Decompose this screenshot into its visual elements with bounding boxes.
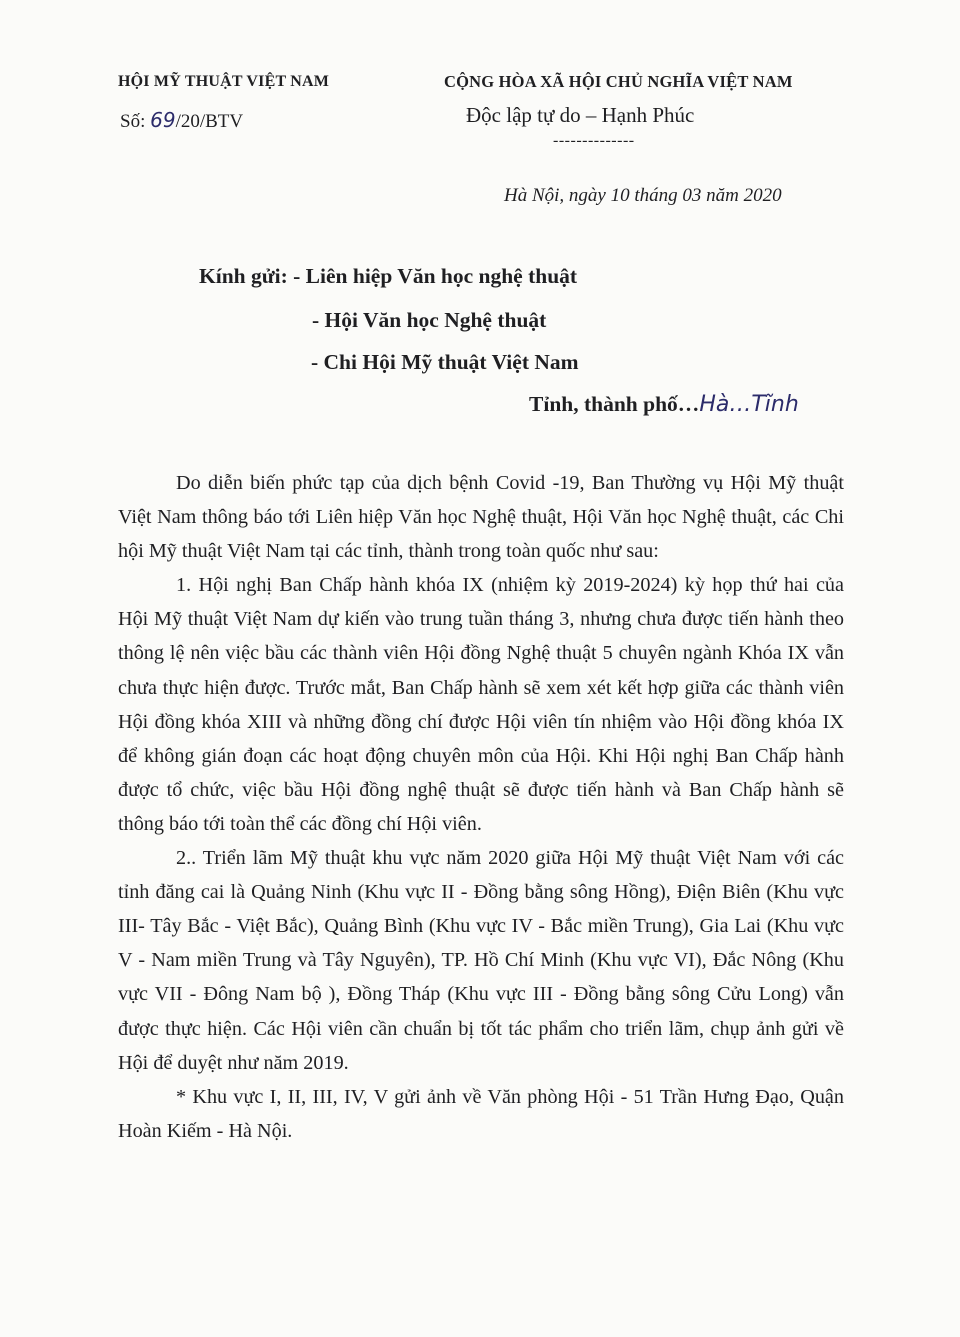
note-paragraph: * Khu vực I, II, III, IV, V gửi ảnh về Văn phòng Hội - 51 Trần Hưng Đạo, Quận Hoàn Kiếm - Hà Nội. [118,1085,844,1142]
header-divider: -------------- [553,132,635,149]
national-title: CỘNG HÒA XÃ HỘI CHỦ NGHĨA VIỆT NAM [444,72,793,91]
recipient-lead: Kính gửi: - Liên hiệp Văn học nghệ thuật [199,264,578,288]
item-1-paragraph: 1. Hội nghị Ban Chấp hành khóa IX (nhiệm kỳ 2019-2024) kỳ họp thứ hai của Hội Mỹ thuật Việt Nam dự kiến vào trung tuần tháng 3, nhưng chưa được tiến hành theo thông lệ nên việc bầu các thành viên Hội đồng Nghệ thuật 5 chuyên ngành Khóa IX vẫn chưa thực hiện được. Trước mắt, Ban Chấp hành sẽ xem xét kết hợp giữa các thành viên Hội đồng khóa XIII và những đồng chí được Hội viên tín nhiệm vào Hội đồng khóa IX để không gián đoạn các hoạt động chuyên môn của Hội. Khi Hội nghị Ban Chấp hành được tổ chức, việc bầu Hội đồng nghệ thuật sẽ được tiến hành và Ban Chấp hành sẽ thông báo tới toàn thể các đồng chí Hội viên. [118,574,844,835]
document-number [120,108,243,133]
place-and-date: Hà Nội, ngày 10 tháng 03 năm 2020 [504,185,782,206]
document-number-handwritten: 69 [150,108,176,132]
item-2-paragraph: 2.. Triển lãm Mỹ thuật khu vực năm 2020 giữa Hội Mỹ thuật Việt Nam với các tỉnh đăng cai là Quảng Ninh (Khu vực II - Đồng bằng sông Hồng), Điện Biên (Khu vực III- Tây Bắc - Việt Bắc), Quảng Bình (Khu vực IV - Bắc miền Trung), Gia Lai (Khu vực V - Nam miền Trung và Tây Nguyên), TP. Hồ Chí Minh (Khu vực VI), Đắc Nông (Khu vực VII - Đông Nam bộ ), Đồng Tháp (Khu vực III - Đồng bằng sông Cửu Long) vẫn được thực hiện. Các Hội viên cần chuẩn bị tốt tác phẩm cho triển lãm, chụp ảnh gửi về Hội để duyệt như năm 2019. [118,847,844,1074]
recipient-line-2: - Hội Văn học Nghệ thuật [312,308,547,332]
recipient-line-3: - Chi Hội Mỹ thuật Việt Nam [311,350,579,374]
document-number-prefix: Số: [120,111,151,132]
intro-paragraph: Do diễn biến phức tạp của dịch bệnh Covid -19, Ban Thường vụ Hội Mỹ thuật Việt Nam thông báo tới Liên hiệp Văn học Nghệ thuật, Hội Văn học Nghệ thuật, các Chi hội Mỹ thuật Việt Nam tại các tỉnh, thành trong toàn quốc như sau: [118,472,844,563]
city-label: Tỉnh, thành phố… [529,392,700,416]
letter-body [118,466,844,1148]
document-number-suffix: /20/BTV [175,111,244,132]
city-handwritten: Hà…Tĩnh [699,392,799,417]
recipient-city [529,392,799,417]
national-motto: Độc lập tự do – Hạnh Phúc [466,103,695,127]
organization-name: HỘI MỸ THUẬT VIỆT NAM [118,73,330,90]
